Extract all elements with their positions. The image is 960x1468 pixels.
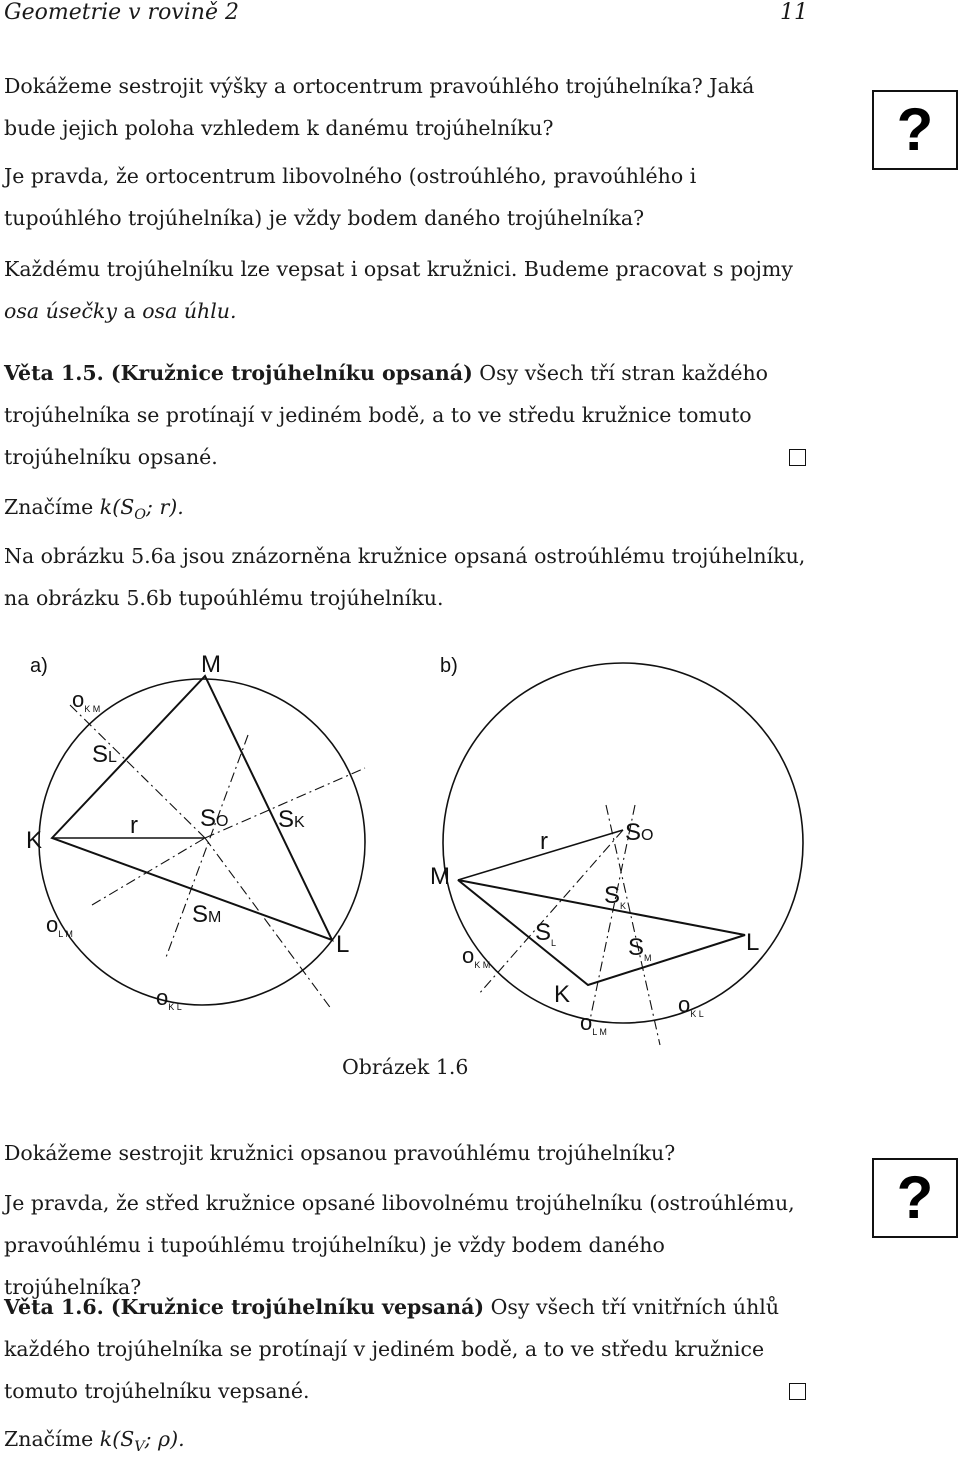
math-circumcircle: $k(S_O$; r).	[99, 495, 184, 524]
math-incircle: $k(S_V$; ρ).	[99, 1427, 185, 1456]
notation-incircle	[4, 1418, 806, 1468]
paragraph-question-orthocenter: Je pravda, že ortocentrum libovolného (ostroúhlého, pravoúhlého i tupoúhlého trojúhelníka) je vždy bodem daného trojúhelníka?	[4, 164, 697, 230]
axis-okl-label: $o_{K L}$	[678, 992, 704, 1019]
axis-olm-label: $o_{L M}$	[46, 912, 73, 939]
midpoint-sl-label: $S_L$	[535, 919, 557, 948]
running-header-title: Geometrie v rovině 2	[4, 0, 239, 25]
midpoint-sl-label: SL	[92, 741, 117, 768]
radius-r-label: r	[130, 812, 138, 839]
circumcircle-a	[39, 679, 365, 1005]
paragraph-text: a	[116, 299, 143, 323]
notation-prefix: Značíme	[4, 1427, 100, 1451]
midpoint-sk-label: SK	[278, 806, 305, 833]
vertex-m-label: M	[201, 651, 221, 678]
paragraph-text: Každému trojúhelníku lze vepsat i opsat kružnici. Budeme pracovat s pojmy	[4, 257, 793, 281]
midpoint-sm-label: SM	[192, 901, 222, 928]
axis-okm-label: $o_{K M}$	[462, 943, 491, 970]
panel-label-a: a)	[30, 655, 48, 677]
theorem-text: Osy všech tří vnitřních úhlů každého trojúhelníka se protínají v jediném bodě, a to ve středu kružnice tomuto trojúhelníku vepsané.	[4, 1295, 780, 1403]
vertex-l-label: L	[336, 931, 350, 958]
panel-label-b: b)	[440, 655, 458, 677]
qed-symbol	[789, 449, 806, 466]
vertex-k-label: K	[26, 827, 43, 854]
term-angle-bisector: osa úhlu.	[142, 299, 237, 323]
radius-r-label: r	[540, 828, 548, 855]
figure-a-labels	[26, 651, 349, 1012]
paragraph-question-right-triangle: Dokážeme sestrojit kružnici opsanou pravoúhlému trojúhelníku?	[4, 1141, 676, 1165]
theorem-text: Osy všech tří stran každého trojúhelníka se protínají v jediném bodě, a to ve středu kružnice tomuto trojúhelníku opsané.	[4, 361, 769, 469]
axis-okl-label: $o_{K L}$	[156, 985, 182, 1012]
question-mark-icon: ?	[872, 1158, 958, 1238]
figure-b-labels	[430, 655, 759, 1037]
figure-caption: Obrázek 1.6	[342, 1055, 469, 1079]
circumcircle-b	[443, 663, 803, 1023]
paragraph-circles-intro	[4, 248, 806, 332]
qed-symbol	[789, 1383, 806, 1400]
page-number: 11	[780, 0, 808, 25]
axis-olm-label: $o_{L M}$	[580, 1010, 607, 1037]
figure-a	[39, 676, 365, 1010]
midpoint-sk-label: $S_K$	[604, 882, 627, 911]
paragraph-figure-reference: Na obrázku 5.6a jsou znázorněna kružnice opsaná ostroúhlému trojúhelníku, na obrázku 5.6b tupoúhlému trojúhelníku.	[4, 544, 806, 610]
vertex-l-label: L	[746, 929, 760, 956]
question-mark-icon: ?	[872, 90, 958, 170]
axis-okm-label: $o_{K M}$	[72, 687, 101, 714]
notation-prefix: Značíme	[4, 495, 100, 519]
theorem-label: Věta 1.5. (Kružnice trojúhelníku opsaná)	[4, 361, 473, 385]
figure-b	[443, 663, 803, 1045]
theorem-label: Věta 1.6. (Kružnice trojúhelníku vepsaná)	[4, 1295, 485, 1319]
paragraph-question-altitudes: Dokážeme sestrojit výšky a ortocentrum pravoúhlého trojúhelníka? Jaká bude jejich poloha vzhledem k danému trojúhelníku?	[4, 74, 755, 140]
theorem-1-5	[4, 352, 806, 478]
vertex-m-label: M	[430, 863, 450, 890]
center-so-label: SO	[200, 805, 229, 832]
vertex-k-label: K	[554, 981, 571, 1008]
term-perpendicular-bisector: osa úsečky	[4, 299, 117, 323]
center-so-label: SO	[625, 819, 654, 846]
figure-circumcircles	[0, 640, 960, 1060]
midpoint-sm-label: $S_M$	[628, 934, 652, 963]
theorem-1-6	[4, 1286, 806, 1412]
notation-circumcircle	[4, 486, 806, 536]
paragraph-question-circumcenter: Je pravda, že střed kružnice opsané libovolnému trojúhelníku (ostroúhlému, pravoúhlému i tupoúhlému trojúhelníku) je vždy bodem daného trojúhelníka?	[4, 1191, 795, 1299]
